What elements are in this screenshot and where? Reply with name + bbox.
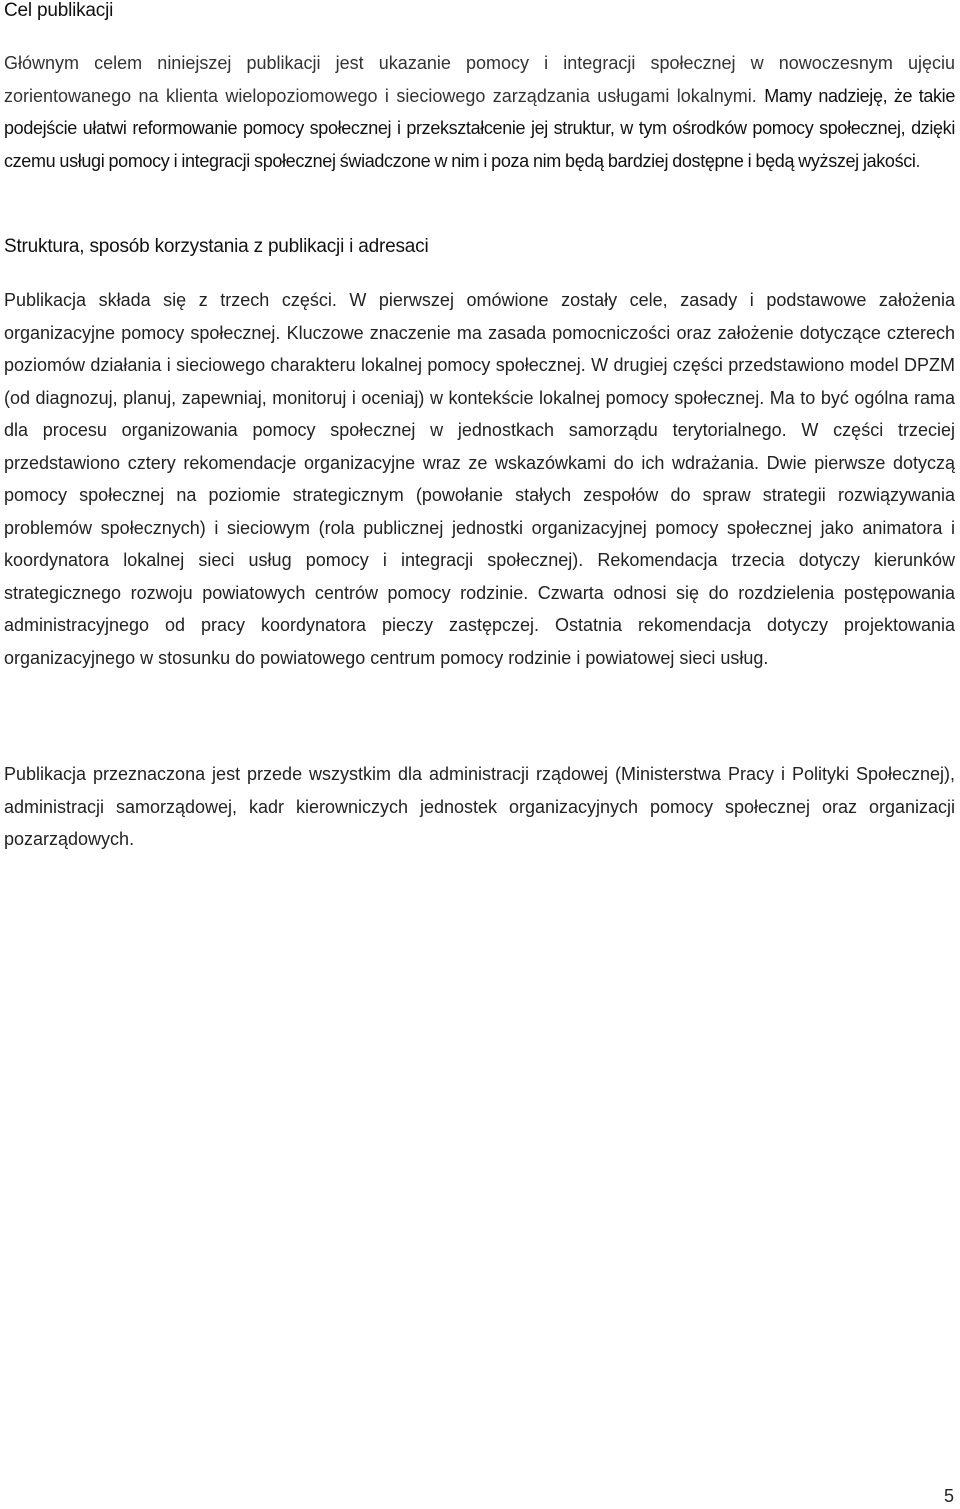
goal-trailing-period: . [915, 150, 921, 171]
goal-paragraph [4, 47, 955, 177]
structure-paragraph: Publikacja składa się z trzech części. W pierwszej omówione zostały cele, zasady i podstawowe założenia organizacyjne pomocy społecznej. Kluczowe znaczenie ma zasada pomocniczości oraz założenie dotyczące czterech poziomów działania i sieciowego charakteru lokalnej pomocy społecznej. W drugiej części przedstawiono model DPZM (od diagnozuj, planuj, zapewniaj, monitoruj i oceniaj) w kontekście lokalnej pomocy społecznej. Ma to być ogólna rama dla procesu organizowania pomocy społecznej w jednostkach samorządu terytorialnego. W części trzeciej przedstawiono cztery rekomendacje organizacyjne wraz ze wskazówkami do ich wdrażania. Dwie pierwsze dotyczą pomocy społecznej na poziomie strategicznym (powołanie stałych zespołów do spraw strategii rozwiązywania problemów społecznych) i sieciowym (rola publicznej jednostki organizacyjnej pomocy społecznej jako animatora i koordynatora lokalnej sieci usług pomocy i integracji społecznej). Rekomendacja trzecia dotyczy kierunków strategicznego rozwoju powiatowych centrów pomocy rodzinie. Czwarta odnosi się do rozdzielenia postępowania administracyjnego od pracy koordynatora pieczy zastępczej. Ostatnia rekomendacja dotyczy projektowania organizacyjnego w stosunku do powiatowego centrum pomocy rodzinie i powiatowej sieci usług. [4, 290, 955, 668]
goal-emphasis-text: Mamy nadzieję, że takie podejście ułatwi reformowanie pomocy społecznej i przekształcenie jej struktur, w tym ośrodków pomocy społecznej, dzięki czemu usługi pomocy i integracji społecznej świadczone w nim i poza nim będą bardziej dostępne i będą wyższej jakości [4, 85, 955, 171]
page-number: 5 [943, 1486, 954, 1506]
section-heading-goal: Cel publikacji [4, 0, 114, 21]
goal-intro-text: Głównym celem niniejszej publikacji jest ukazanie pomocy i integracji społecznej w nowoczesnym ujęciu zorientowanego na klienta wielopoziomowego i sieciowego zarządzania usługami lokalnymi. [4, 53, 955, 106]
audience-paragraph: Publikacja przeznaczona jest przede wszystkim dla administracji rządowej (Ministerstwa Pracy i Polityki Społecznej), administracji samorządowej, kadr kierowniczych jednostek organizacyjnych pomocy społecznej oraz organizacji pozarządowych. [4, 764, 955, 849]
section-heading-structure: Struktura, sposób korzystania z publikacji i adresaci [4, 236, 429, 257]
